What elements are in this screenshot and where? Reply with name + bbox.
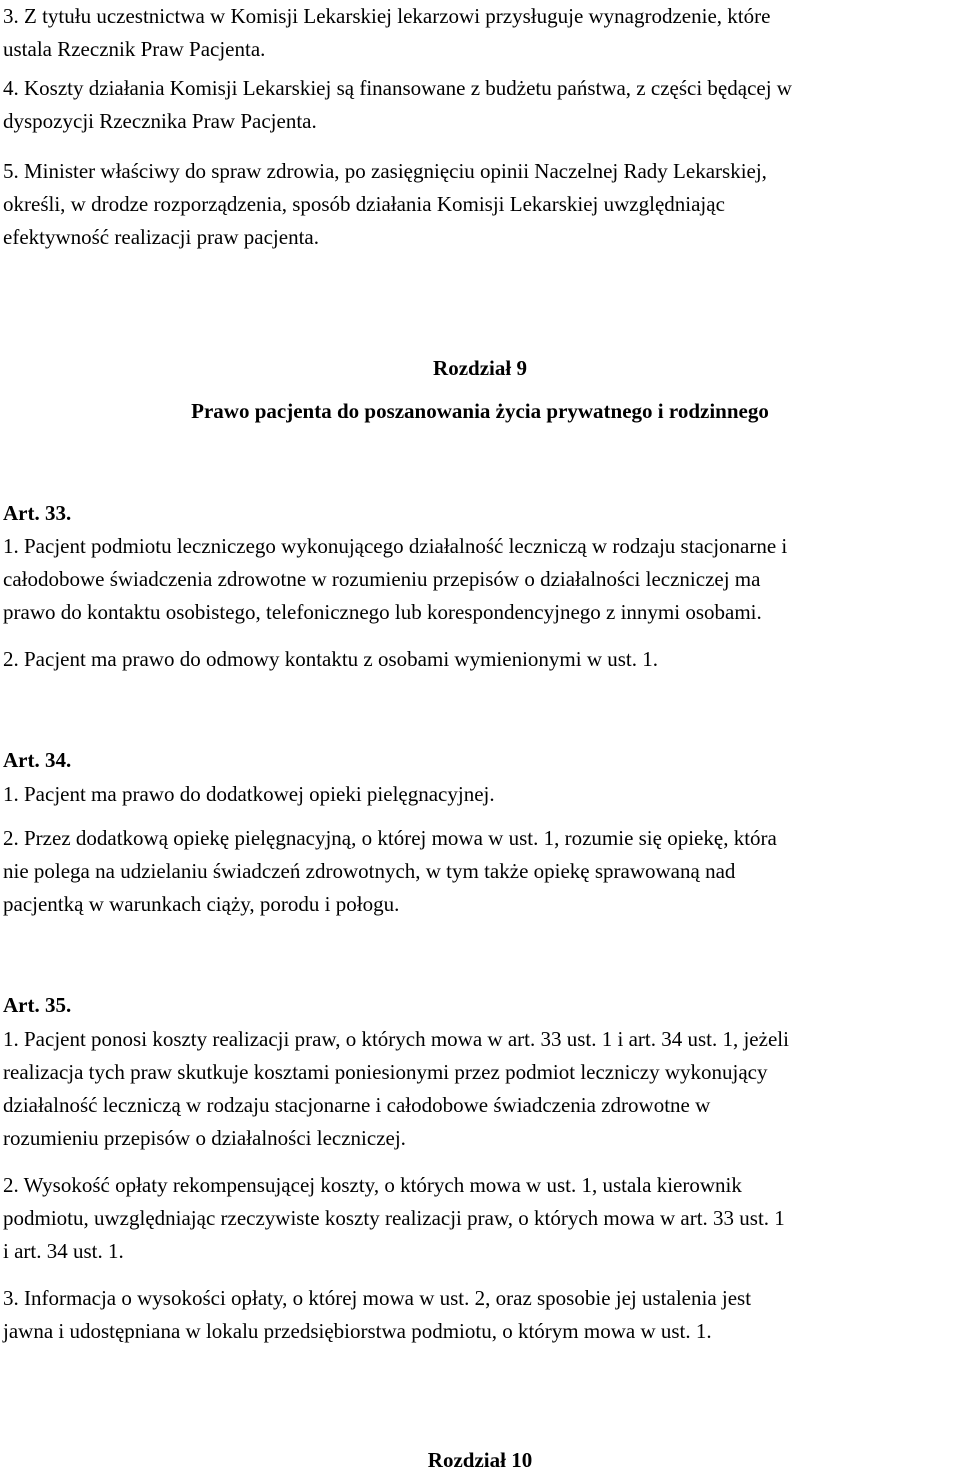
text-line: całodobowe świadczenia zdrowotne w rozumieniu przepisów o działalności leczniczej ma [3,567,761,591]
art35-paragraph-2 [3,1169,958,1268]
text-line: jawna i udostępniana w lokalu przedsiębiorstwa podmiotu, o którym mowa w ust. 1. [3,1319,712,1343]
text-line: pacjentką w warunkach ciąży, porodu i połogu. [3,892,400,916]
article-35-label: Art. 35. [3,993,72,1017]
text-line: rozumieniu przepisów o działalności leczniczej. [3,1126,406,1150]
art35-paragraph-3 [3,1282,958,1348]
text-line: i art. 34 ust. 1. [3,1239,124,1263]
art35-paragraph-1 [3,1023,958,1155]
text-line: 4. Koszty działania Komisji Lekarskiej są finansowane z budżetu państwa, z części będącej w [3,76,792,100]
text-line: 2. Pacjent ma prawo do odmowy kontaktu z osobami wymienionymi w ust. 1. [3,647,658,671]
text-line: prawo do kontaktu osobistego, telefonicznego lub korespondencyjnego z innymi osobami. [3,600,762,624]
chapter-9-subtitle: Prawo pacjenta do poszanowania życia prywatnego i rodzinnego [191,399,769,423]
art33-paragraph-1 [3,530,958,629]
art33-paragraph-2 [3,643,958,676]
text-line: 3. Informacja o wysokości opłaty, o której mowa w ust. 2, oraz sposobie jej ustalenia jest [3,1286,752,1310]
article-33-label: Art. 33. [3,501,72,525]
text-line: działalność leczniczą w rodzaju stacjonarne i całodobowe świadczenia zdrowotne w [3,1093,711,1117]
text-line: realizacja tych praw skutkuje kosztami poniesionymi przez podmiot leczniczy wykonujący [3,1060,768,1084]
text-line: 3. Z tytułu uczestnictwa w Komisji Lekarskiej lekarzowi przysługuje wynagrodzenie, które [3,4,771,28]
text-line: 1. Pacjent ponosi koszty realizacji praw, o których mowa w art. 33 ust. 1 i art. 34 ust. 1, jeżeli [3,1027,789,1051]
text-line: 2. Wysokość opłaty rekompensującej koszty, o których mowa w ust. 1, ustala kierownik [3,1173,742,1197]
text-line: nie polega na udzielaniu świadczeń zdrowotnych, w tym także opiekę sprawowaną nad [3,859,736,883]
paragraph-4 [3,72,958,138]
chapter-9-title: Rozdział 9 [433,356,527,380]
chapter-10-title: Rozdział 10 [427,1448,533,1472]
paragraph-3 [3,0,958,66]
art34-paragraph-1 [3,778,958,811]
text-line: 5. Minister właściwy do spraw zdrowia, po zasięgnięciu opinii Naczelnej Rady Lekarskiej, [3,159,767,183]
article-34-label: Art. 34. [3,748,72,772]
text-line: określi, w drodze rozporządzenia, sposób działania Komisji Lekarskiej uwzględniając [3,192,725,216]
paragraph-5 [3,155,958,254]
text-line: podmiotu, uwzględniając rzeczywiste koszty realizacji praw, o których mowa w art. 33 ust. 1 [3,1206,785,1230]
text-line: 2. Przez dodatkową opiekę pielęgnacyjną, o której mowa w ust. 1, rozumie się opiekę, która [3,826,777,850]
text-line: efektywność realizacji praw pacjenta. [3,225,319,249]
text-line: 1. Pacjent ma prawo do dodatkowej opieki pielęgnacyjnej. [3,782,495,806]
text-line: 1. Pacjent podmiotu leczniczego wykonującego działalność leczniczą w rodzaju stacjonarne i [3,534,788,558]
text-line: ustala Rzecznik Praw Pacjenta. [3,37,266,61]
art34-paragraph-2 [3,822,958,921]
text-line: dyspozycji Rzecznika Praw Pacjenta. [3,109,317,133]
